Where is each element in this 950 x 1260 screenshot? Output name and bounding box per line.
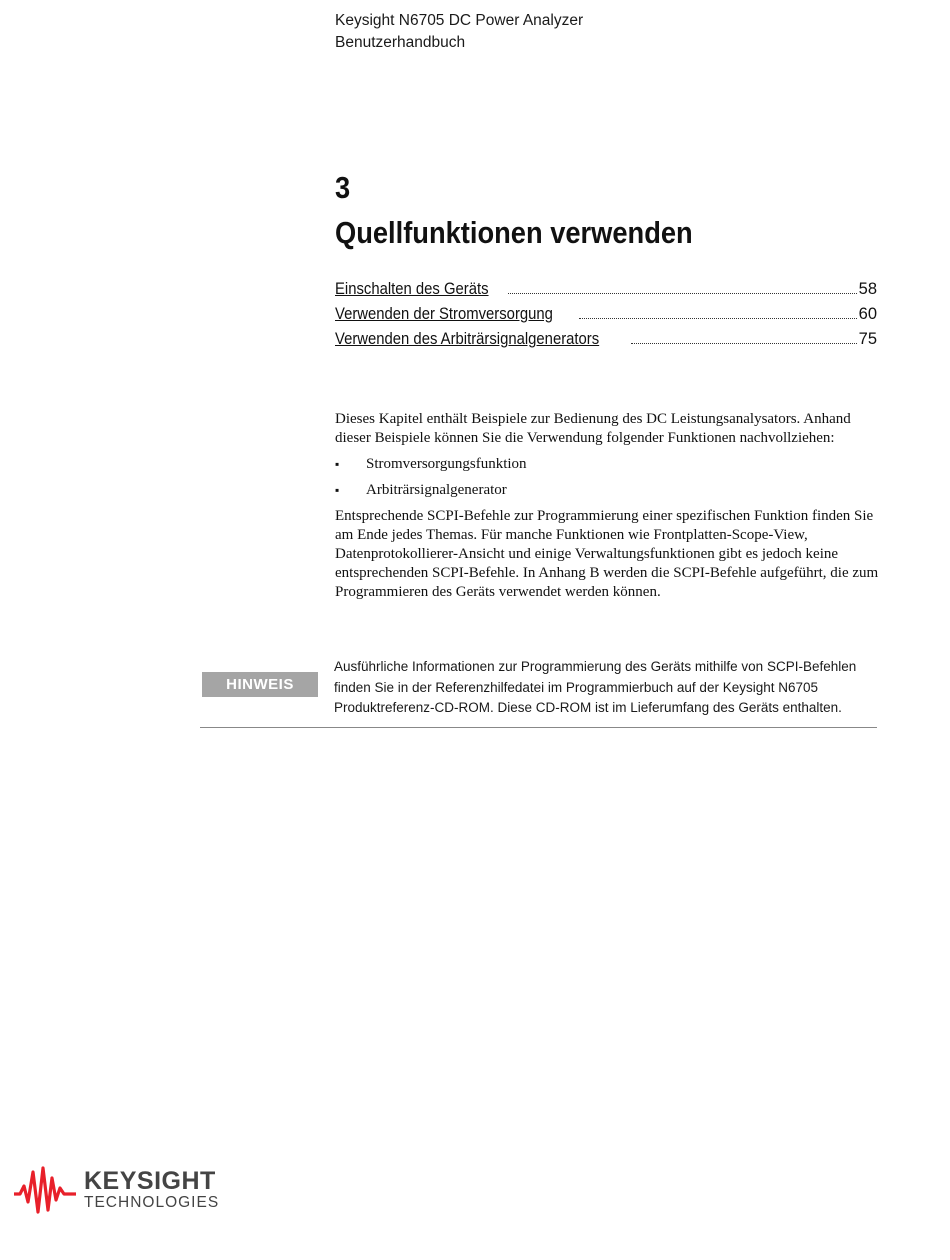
toc-page-number: 75: [858, 330, 877, 348]
feature-list: [335, 455, 880, 500]
keysight-wave-icon: [14, 1164, 76, 1216]
chapter-title: Quellfunktionen verwenden: [335, 215, 693, 250]
body-text: [335, 410, 880, 609]
toc-entry[interactable]: [335, 305, 877, 330]
list-item: [335, 481, 880, 500]
toc-link[interactable]: Verwenden des Arbiträrsignalgenerators: [335, 330, 600, 348]
toc-link[interactable]: Verwenden der Stromversorgung: [335, 305, 553, 323]
note-text: Ausführliche Informationen zur Programmierung des Geräts mithilfe von SCPI-Befehlen finden Sie in der Referenzhilfedatei im Programmierbuch auf der Keysight N6705 Produktreferenz-CD-ROM. Diese CD-ROM ist im Lieferumfang des Geräts enthalten.: [334, 659, 857, 715]
intro-paragraph: Dieses Kapitel enthält Beispiele zur Bedienung des DC Leistungsanalysators. Anhand dieser Beispiele können Sie die Verwendung folgender Funktionen nachvollziehen:: [335, 411, 851, 446]
note-divider: [200, 727, 877, 728]
header-manual: Benutzerhandbuch: [335, 34, 466, 51]
table-of-contents: [335, 280, 877, 355]
toc-page-number: 60: [858, 305, 877, 323]
toc-leader-dots: [631, 343, 857, 344]
note-label: HINWEIS: [202, 672, 318, 697]
scpi-paragraph: Entsprechende SCPI-Befehle zur Programmierung einer spezifischen Funktion finden Sie am Ende jedes Themas. Für manche Funktionen wie Frontplatten-Scope-View, Datenprotokollierer-Ansicht und einige Verwaltungsfunktionen gibt es jedoch keine entsprechenden SCPI-Befehle. In Anhang B werden die SCPI-Befehle aufgeführt, die zum Programmieren des Geräts verwendet werden können.: [335, 508, 879, 600]
toc-leader-dots: [579, 318, 857, 319]
document-header: [335, 10, 583, 54]
bullet-icon: ▪: [335, 457, 340, 471]
logo-name: KEYSIGHT: [84, 1166, 216, 1195]
list-item: [335, 455, 880, 474]
bullet-icon: ▪: [335, 483, 340, 497]
list-item-text: Stromversorgungsfunktion: [366, 456, 527, 472]
keysight-logo: [14, 1164, 219, 1216]
toc-entry[interactable]: [335, 280, 877, 305]
list-item-text: Arbiträrsignalgenerator: [366, 482, 507, 498]
chapter-number: 3: [335, 170, 351, 205]
toc-leader-dots: [508, 293, 857, 294]
toc-link[interactable]: Einschalten des Geräts: [335, 280, 489, 298]
header-product: Keysight N6705 DC Power Analyzer: [335, 12, 584, 29]
toc-entry[interactable]: [335, 330, 877, 355]
logo-subtitle: TECHNOLOGIES: [84, 1193, 220, 1211]
toc-page-number: 58: [858, 280, 877, 298]
